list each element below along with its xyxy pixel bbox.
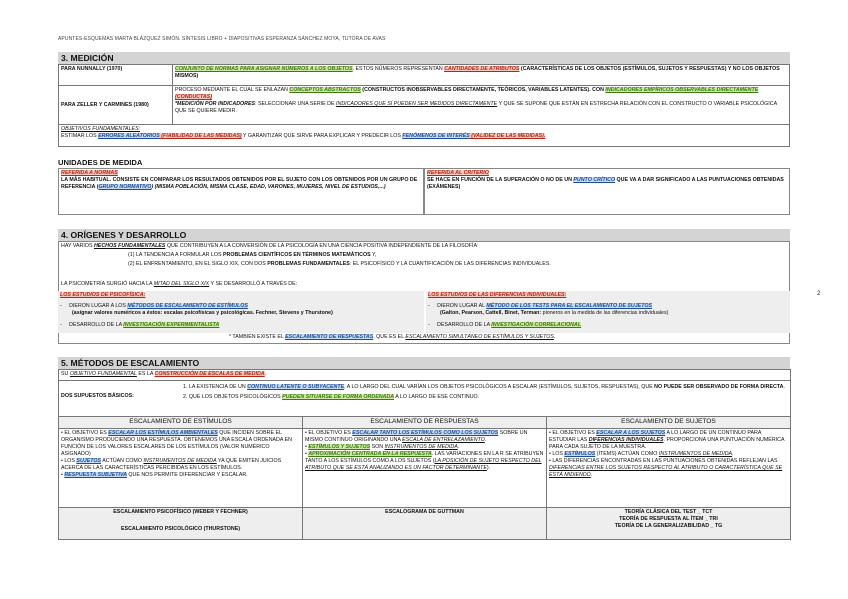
criterion-text: SE HACE EN FUNCIÓN DE LA SUPERACIÓN O NO DE UN PUNTO CRÍTICO QUE VA A DAR SIGNIFICADO A LAS PUNTUACIONES OBTENIDAS (EXÁMENES)	[427, 176, 784, 190]
scaling-methods-row	[59, 507, 791, 539]
zeller-definition: PROCESO MEDIANTE EL CUAL SE ENLAZAN CONCEPTOS ABSTRACTOS (CONSTRUCTOS INOBSERVABLES DIRECTAMENTE, TEÓRICOS, VARIABLES LATENTES). CON INDICADORES EMPÍRICOS OBSERVABLES DIRECTAMENTE (CONDUCTAS) *MEDICIÓN POR INDICADORES: SELECCIONAR UNA SERIE DE INDICADORES QUE SÍ PUEDEN SER MEDIDOS DIRECTAMENTE Y QUE SE SUPONE QUE ESTÁN EN ESTRECHA RELACIÓN CON EL CONSTRUCTO O VARIABLE PSICOLÓGICA QUE SE QUIERE MEDIR.	[173, 86, 790, 125]
subject-scaling-methods: TEORÍA CLÁSICA DEL TEST _ TCT TEORÍA DE RESPUESTA AL ÍTEM _ TRI TEORÍA DE LA GENERALIZABILIDAD _ TG	[547, 507, 791, 539]
assumption-1: 1. LA EXISTENCIA DE UN CONTINUO LATENTE O SUBYACENTE, A LO LARGO DEL CUAL VARÍAN LOS OBJETOS PSICOLÓGICOS A ESCALAR (ESTÍMULOS, SUJETOS, RESPUESTAS), QUE NO PUEDE SER OBSERVADO DE FORMA DIRECTA.	[183, 384, 785, 390]
origins-intro: HAY VARIOS HECHOS FUNDAMENTALES QUE CONTRIBUYEN A LA CONVERSIÓN DE LA PSICOLOGÍA EN UNA CIENCIA POSITIVA INDEPENDIENTE DE LA FILOSOFÍA:	[61, 243, 479, 249]
zeller-row	[59, 86, 790, 125]
norms-box	[58, 168, 424, 215]
individual-differences-heading: LOS ESTUDIOS DE LAS DIFERENCIAS INDIVIDUALES:	[428, 292, 567, 298]
origins-point-1: (1) LA TENDENCIA A FORMULAR LOS PROBLEMAS CIENTÍFICOS EN TÉRMINOS MATEMÁTICOS Y,	[128, 252, 377, 258]
section-4-title: 4. ORÍGENES Y DESARROLLO	[58, 229, 790, 241]
assumption-2: 2. QUE LOS OBJETOS PSICOLÓGICOS PUEDEN SITUARSE DE FORMA ORDENADA A LO LARGO DE ESE CONTINUO.	[183, 393, 480, 400]
objectives-cell: OBJETIVOS FUNDAMENTALES: ESTIMAR LOS ERRORES ALEATORIOS (FIABILIDAD DE LAS MEDIDAS) Y GARANTIZAR QUE SIRVE PARA EXPLICAR Y PREDECIR LOS FENÓMENOS DE INTERÉS (VALIDEZ DE LAS MEDIDAS).	[59, 125, 790, 147]
assumptions-cell	[59, 381, 791, 417]
stimulus-scaling-methods: ESCALAMIENTO PSICOFÍSICO (WEBER Y FECHNER) ESCALAMIENTO PSICOLÓGICO (THURSTONE)	[59, 507, 303, 539]
subject-scaling-header: ESCALAMIENTO DE SUJETOS	[547, 417, 791, 429]
nunnally-definition: CONJUNTO DE NORMAS PARA ASIGNAR NÚMEROS A LOS OBJETOS. ESTOS NÚMEROS REPRESENTAN CANTIDADES DE ATRIBUTOS (CARACTERÍSTICAS DE LOS OBJETOS (ESTÍMULOS, SUJETOS Y RESPUESTAS) Y NO LOS OBJETOS MISMOS)	[173, 65, 790, 86]
criterion-box	[424, 168, 790, 215]
scaling-table	[58, 369, 791, 540]
assumptions-label: DOS SUPUESTOS BÁSICOS:	[61, 393, 134, 399]
individual-differences-item-2: - DESARROLLO DE LA INVESTIGACIÓN CORRELACIONAL	[428, 322, 582, 328]
objectives-row	[59, 125, 790, 147]
scaling-headers-row	[59, 417, 791, 429]
assumptions-row	[59, 381, 791, 417]
zeller-label: PARA ZELLER Y CARMINES (1980)	[59, 86, 173, 125]
psychophysics-item-2: - DESARROLLO DE LA INVESTIGACIÓN EXPERIMENTALISTA	[60, 322, 220, 328]
section-3-title: 3. MEDICIÓN	[58, 52, 790, 64]
criterion-heading: REFERIDA AL CRITERIO	[427, 170, 489, 176]
goal-row	[59, 370, 791, 381]
stimulus-scaling-content: • EL OBJETIVO ES ESCALAR LOS ESTÍMULOS AMBIENTALES QUE INCIDEN SOBRE EL ORGANISMO PRODUCIENDO UNA RESPUESTA. OBTENEMOS UNA ESCALA ORDENADA EN FUNCIÓN DE LOS VALORES ESCALARES DE LOS ESTÍMULOS (VALOR NUMÉRICO ASIGNADO) • LOS SUJETOS ACTÚAN COMO INSTRUMENTOS DE MEDIDA YA QUE EMITEN JUICIOS ACERCA DE LAS CARACTERÍSTICAS PERCIBIDAS EN LOS ESTÍMULOS. • RESPUESTA SUBJETIVA QUE NOS PERMITE DIFERENCIAR Y ESCALAR.	[59, 428, 303, 507]
response-scaling-content: • EL OBJETIVO ES ESCALAR TANTO LOS ESTÍMULOS COMO LOS SUJETOS SOBRE UN MISMO CONTINUO ORIGINANDO UNA ESCALA DE ENTRELAZAMIENTO. • ESTÍMULOS Y SUJETOS SON INSTRUMENTOS DE MEDIDA. • APROXIMACIÓN CENTRADA EN LA RESPUESTA. LAS VARIACIONES EN LA R SE ATRIBUYEN TANTO A LOS ESTÍMULOS COMO A LOS SUJETOS (LA POSICIÓN DE SUJETO RESPECTO DEL ATRIBUTO QUE SE ESTÁ ANALIZANDO ES UN FACTOR DETERMINANTE).	[303, 428, 547, 507]
units-title: UNIDADES DE MEDIDA	[58, 158, 143, 167]
page-number: 2	[817, 291, 821, 297]
origins-point-2: (2) EL ENFRENTAMIENTO, EN EL SIGLO XIX, CON DOS PROBLEMAS FUNDAMENTALES: EL PSICOFÍSICO Y LA CUANTIFICACIÓN DE LAS DIFERENCIAS INDIVIDUALES.	[128, 261, 551, 267]
scaling-content-row	[59, 428, 791, 507]
subject-scaling-content: • EL OBJETIVO ES ESCALAR A LOS SUJETOS A LO LARGO DE UN CONTINUO PARA ESTUDIAR LAS DIFERENCIAS INDIVIDUALES. PROPORCIONA UNA PUNTUACIÓN NUMÉRICA PARA CADA SUJETO DE LA MUESTRA. • LOS ESTÍMULOS (ÍTEMS) ACTÚAN COMO INSTRUMENTOS DE MEDIDA. • LAS DIFERENCIAS ENCONTRADAS EN LAS PUNTUACIONES OBTENIDAS REFLEJAN LAS DIFERENCIAS ENTRE LOS SUJETOS RESPECTO AL ATRIBUTO O CARACTERÍSTICA QUE SE ESTÁ MIDIENDO.	[547, 428, 791, 507]
norms-text: LA MÁS HABITUAL. CONSISTE EN COMPARAR LOS RESULTADOS OBTENIDOS POR EL SUJETO CON LOS OBTENIDOS POR UN GRUPO DE REFERENCIA (GRUPO NORMATIVO) (MISMA POBLACIÓN, MISMA CLASE, EDAD, VARONES, MUJERES, NIVEL DE ESTUDIOS,...)	[61, 176, 418, 190]
response-scaling-methods: ESCALOGRAMA DE GUTTMAN	[303, 507, 547, 539]
page-header: APUNTES-ESQUEMAS MARTA BLÁZQUEZ SIMÓN. SÍNTESIS LIBRO + DIAPOSITIVAS ESPERANZA SÁNCHEZ MOYA, TUTORA DE AVAS	[58, 36, 386, 42]
response-scaling-note: * TAMBIÉN EXISTE EL ESCALAMIENTO DE RESPUESTAS, QUE ES EL ESCALAMIENTO SIMULTÁNEO DE ESTÍMULOS Y SUJETOS.	[229, 334, 556, 340]
stimulus-scaling-header: ESCALAMIENTO DE ESTÍMULOS	[59, 417, 303, 429]
psychometry-line: LA PSICOMETRÍA SURGIÓ HACIA LA MITAD DEL SIGLO XIX Y SE DESARROLLÓ A TRAVÉS DE:	[61, 281, 298, 287]
goal-cell: SU OBJETIVO FUNDAMENTAL ES LA CONSTRUCCIÓN DE ESCALAS DE MEDIDA.	[59, 370, 791, 381]
response-scaling-header: ESCALAMIENTO DE RESPUESTAS	[303, 417, 547, 429]
nunnally-label: PARA NUNNALLY (1970)	[59, 65, 173, 86]
individual-differences-item-1: - DIERON LUGAR AL MÉTODO DE LOS TESTS PARA EL ESCALAMIENTO DE SUJETOS (Galton, Pearson, Cattell, Binet, Terman: pioneros en la medida de las diferencias individuales)	[428, 303, 669, 316]
nunnally-row	[59, 65, 790, 86]
section-5-title: 5. MÉTODOS DE ESCALAMIENTO	[58, 357, 790, 369]
norms-heading: REFERIDA A NORMAS	[61, 170, 118, 176]
measurement-table	[58, 64, 790, 147]
psychophysics-heading: LOS ESTUDIOS DE PSICOFÍSICA:	[60, 292, 146, 298]
psychophysics-item-1: - DIERON LUGAR A LOS MÉTODOS DE ESCALAMIENTO DE ESTÍMULOS (asignar valores numéricos a éstos: escalas psicofísicas y psicológicas. Fechner, Stevens y Thurstone)	[60, 303, 333, 316]
